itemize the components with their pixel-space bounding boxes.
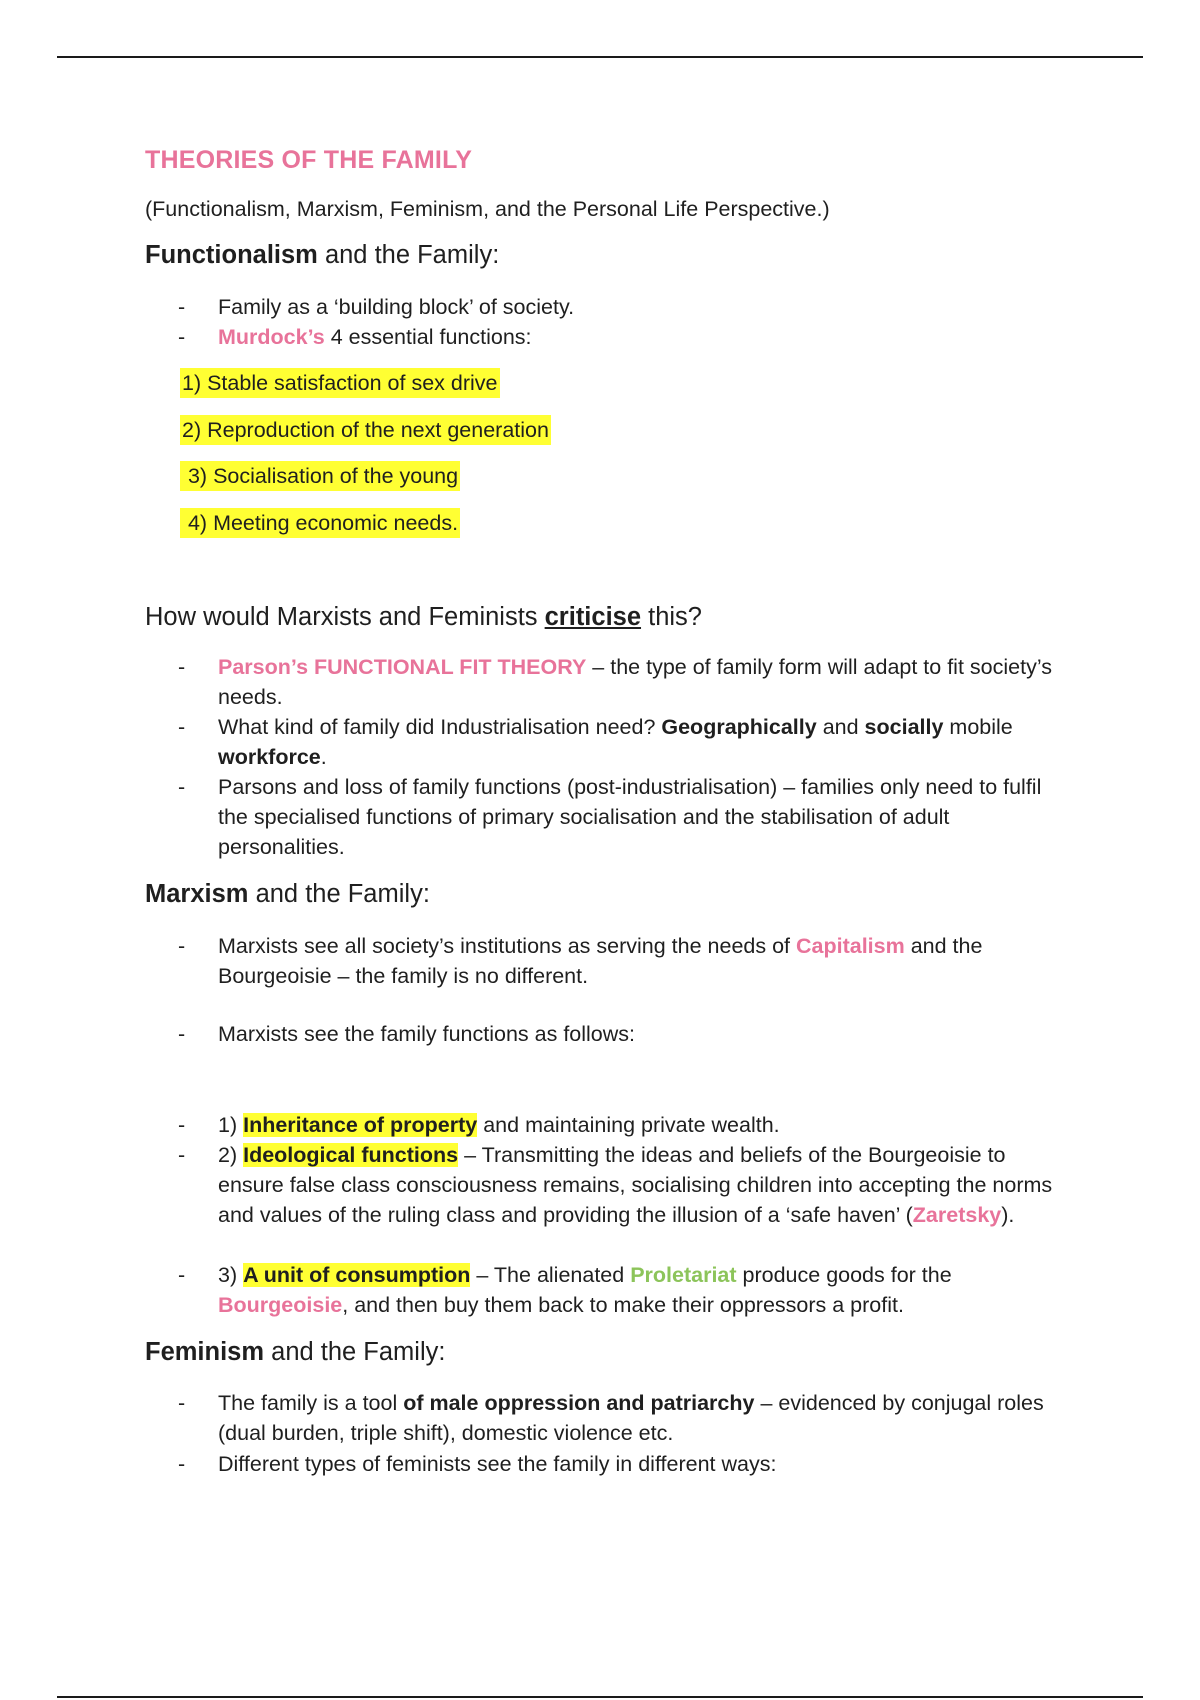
function-number: 1) — [218, 1113, 244, 1137]
criticise-word: criticise — [544, 603, 642, 631]
bullet-dash: - — [178, 775, 186, 799]
murdock-function-2: 2) Reproduction of the next generation — [180, 415, 551, 445]
bullet-dash: - — [178, 1022, 186, 1046]
bullet-dash: - — [178, 715, 186, 739]
function-number: 3) — [218, 1263, 244, 1287]
list-item — [178, 1019, 1058, 1049]
bullet-text-end: . — [320, 745, 327, 769]
bullet-text-mid2: produce goods for the — [736, 1263, 952, 1287]
bold-socially: socially — [864, 715, 944, 739]
ideological-functions: Ideological functions — [243, 1143, 459, 1167]
bullet-text — [218, 1140, 1058, 1230]
bullet-dash: - — [178, 325, 186, 349]
murdock-name: Murdock’s — [218, 325, 325, 349]
bottom-rule — [57, 1696, 1143, 1698]
bullet-text: Different types of feminists see the family in different ways: — [218, 1452, 777, 1476]
bullet-text-rest: – the type of family form will adapt to fit society’s needs. — [218, 655, 1052, 709]
bullet-text — [218, 1388, 1058, 1448]
bullet-text — [218, 1110, 1058, 1140]
bullet-dash: - — [178, 295, 186, 319]
function-number: 2) — [218, 1143, 244, 1167]
bullet-text-pre: Marxists see all society’s institutions as serving the needs of — [218, 934, 796, 958]
list-item — [178, 292, 1058, 322]
list-item — [178, 931, 1058, 991]
bullet-text-post: and the Bourgeoisie – the family is no different. — [218, 934, 983, 988]
bullet-text — [218, 712, 1058, 772]
bullet-text: Family as a ‘building block’ of society. — [218, 295, 575, 319]
male-oppression-phrase: of male oppression and patriarchy — [403, 1391, 755, 1415]
list-item — [178, 1449, 1058, 1479]
feminism-heading — [145, 1338, 445, 1367]
bullet-text — [218, 1260, 1058, 1320]
marxism-heading-bold: Marxism — [145, 880, 249, 908]
bullet-text — [218, 652, 1058, 712]
functionalism-heading-rest: and the Family: — [317, 241, 500, 269]
functionalism-heading-bold: Functionalism — [145, 241, 318, 269]
unit-of-consumption: A unit of consumption — [243, 1263, 471, 1287]
capitalism-term: Capitalism — [795, 934, 905, 958]
feminism-heading-bold: Feminism — [145, 1338, 265, 1366]
list-item — [178, 1140, 1058, 1230]
feminism-heading-rest: and the Family: — [264, 1338, 446, 1366]
criticise-heading-post: this? — [641, 603, 702, 631]
functionalism-heading — [145, 241, 499, 270]
bullet-text-rest: 4 essential functions: — [324, 325, 532, 349]
inheritance-of-property: Inheritance of property — [243, 1113, 478, 1137]
zaretsky-name: Zaretsky — [912, 1203, 1002, 1227]
list-item — [178, 1260, 1058, 1320]
bullet-text-end: , and then buy them back to make their oppressors a profit. — [342, 1293, 904, 1317]
bullet-dash: - — [178, 1113, 186, 1137]
list-item — [178, 772, 1058, 862]
bullet-text-pre: What kind of family did Industrialisation need? — [218, 715, 662, 739]
list-item — [178, 1110, 1058, 1140]
bullet-dash: - — [178, 655, 186, 679]
bullet-text-pre: The family is a tool — [218, 1391, 404, 1415]
bullet-dash: - — [178, 934, 186, 958]
murdock-function-1: 1) Stable satisfaction of sex drive — [180, 368, 500, 398]
list-item — [178, 652, 1058, 712]
bullet-dash: - — [178, 1452, 186, 1476]
bullet-text — [218, 931, 1058, 991]
bullet-text-mid: – The alienated — [470, 1263, 631, 1287]
bold-geographically: Geographically — [661, 715, 817, 739]
bold-workforce: workforce — [218, 745, 321, 769]
bullet-dash: - — [178, 1263, 186, 1287]
bullet-text — [218, 322, 1058, 352]
bullet-text-and: and — [816, 715, 865, 739]
bullet-text-rest: and maintaining private wealth. — [477, 1113, 780, 1137]
functional-fit-theory: Parson’s FUNCTIONAL FIT THEORY — [218, 655, 587, 679]
murdock-function-3: 3) Socialisation of the young — [180, 461, 460, 491]
bourgeoisie-term: Bourgeoisie — [218, 1293, 343, 1317]
criticise-heading — [145, 603, 702, 632]
list-item — [178, 322, 1058, 352]
murdock-function-4: 4) Meeting economic needs. — [180, 508, 460, 538]
bullet-text-end: ). — [1001, 1203, 1015, 1227]
page-subtitle: (Functionalism, Marxism, Feminism, and the Personal Life Perspective.) — [145, 197, 830, 221]
marxism-heading — [145, 880, 430, 909]
bullet-text-rest: – Transmitting the ideas and beliefs of the Bourgeoisie to ensure false class consciousness remains, socialising children into accepting the norms and values of the ruling class and providing the illusion of a ‘safe haven’ ( — [218, 1143, 1053, 1227]
top-rule — [57, 56, 1143, 58]
page-title: THEORIES OF THE FAMILY — [145, 146, 473, 174]
list-item — [178, 1388, 1058, 1448]
proletariat-term: Proletariat — [630, 1263, 737, 1287]
bullet-dash: - — [178, 1391, 186, 1415]
bullet-dash: - — [178, 1143, 186, 1167]
bullet-text: Marxists see the family functions as follows: — [218, 1022, 636, 1046]
bullet-text-mid: mobile — [943, 715, 1013, 739]
marxism-heading-rest: and the Family: — [248, 880, 430, 908]
criticise-heading-pre: How would Marxists and Feminists — [145, 603, 545, 631]
list-item — [178, 712, 1058, 772]
bullet-text: Parsons and loss of family functions (post-industrialisation) – families only need to fulfil the specialised functions of primary socialisation and the stabilisation of adult personalities. — [218, 775, 1042, 859]
bullet-text-post: – evidenced by conjugal roles (dual burden, triple shift), domestic violence etc. — [218, 1391, 1044, 1445]
